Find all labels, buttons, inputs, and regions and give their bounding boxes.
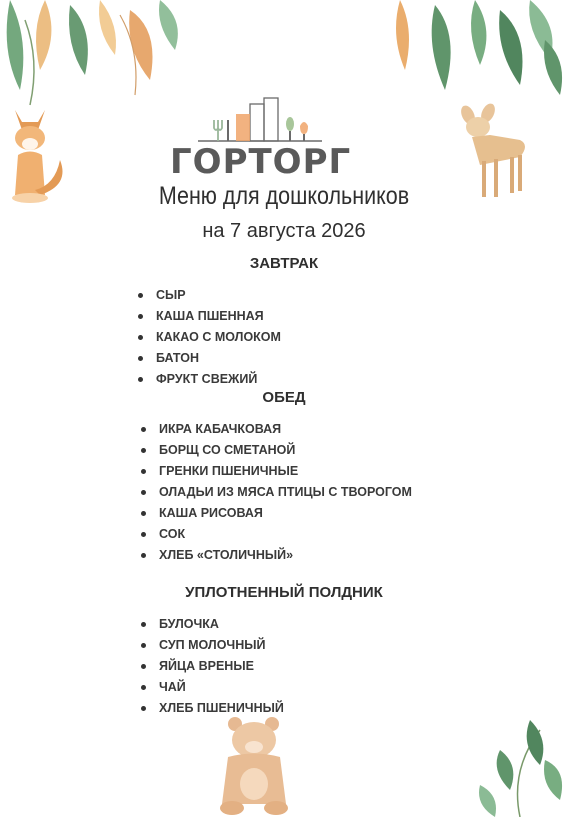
bear-icon — [210, 712, 300, 817]
section-heading-lunch: ОБЕД — [262, 389, 306, 406]
list-item: БАТОН — [138, 348, 281, 369]
list-item: ОЛАДЬИ ИЗ МЯСА ПТИЦЫ С ТВОРОГОМ — [141, 482, 412, 503]
menu-date: на 7 августа 2026 — [202, 220, 366, 242]
gortorg-logo — [170, 96, 350, 182]
list-item: БОРЩ СО СМЕТАНОЙ — [141, 440, 412, 461]
leaves-top-right-icon — [380, 0, 568, 100]
leaves-bottom-right-icon — [470, 710, 568, 817]
list-item: БУЛОЧКА — [141, 614, 284, 635]
list-item: ГРЕНКИ ПШЕНИЧНЫЕ — [141, 461, 412, 482]
list-item: ЧАЙ — [141, 677, 284, 698]
leaves-top-left-icon — [0, 0, 190, 110]
page-title: Меню для дошкольников — [158, 182, 410, 210]
list-item: ФРУКТ СВЕЖИЙ — [138, 369, 281, 390]
list-item: ХЛЕБ «СТОЛИЧНЫЙ» — [141, 545, 412, 566]
list-item: КАКАО С МОЛОКОМ — [138, 327, 281, 348]
section-heading-snack: УПЛОТНЕННЫЙ ПОЛДНИК — [185, 584, 383, 601]
list-item: СУП МОЛОЧНЫЙ — [141, 635, 284, 656]
list-item: СЫР — [138, 285, 281, 306]
list-item: ХЛЕБ ПШЕНИЧНЫЙ — [141, 698, 284, 719]
logo-cityline-icon — [198, 96, 322, 142]
lunch-list — [141, 419, 412, 566]
list-item: СОК — [141, 524, 412, 545]
list-item: ИКРА КАБАЧКОВАЯ — [141, 419, 412, 440]
list-item: ЯЙЦА ВРЕНЫЕ — [141, 656, 284, 677]
section-heading-breakfast: ЗАВТРАК — [249, 255, 319, 272]
snack-list — [141, 614, 284, 719]
list-item: КАША РИСОВАЯ — [141, 503, 412, 524]
logo-wordmark: ГОРТОРГ — [170, 142, 352, 182]
breakfast-list — [138, 285, 281, 390]
list-item: КАША ПШЕННАЯ — [138, 306, 281, 327]
